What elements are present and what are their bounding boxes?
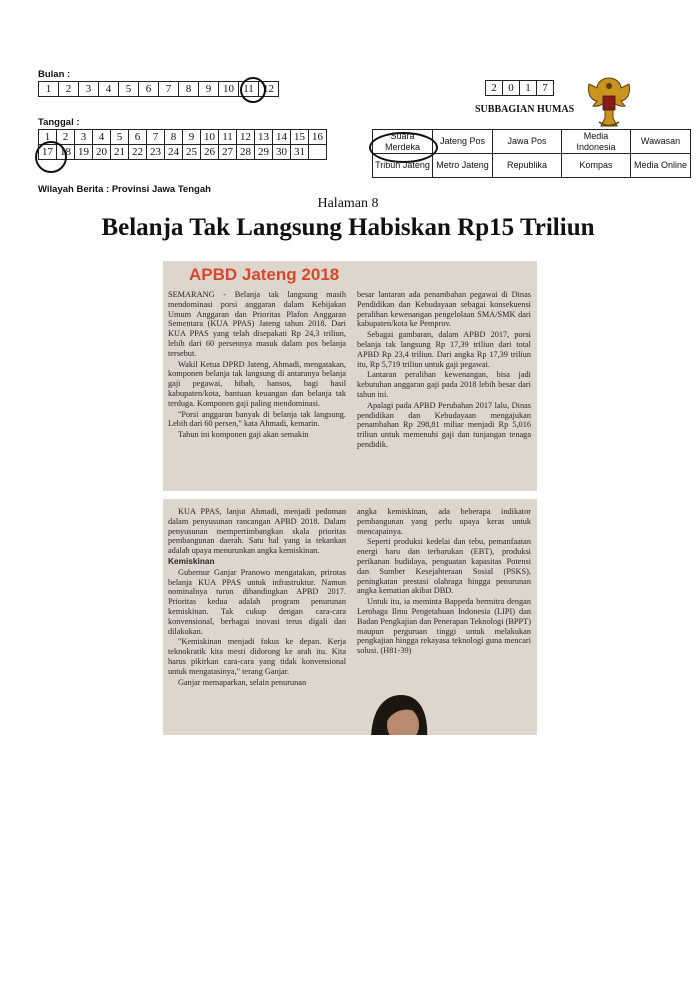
date-cell: 31 bbox=[291, 145, 309, 160]
date-cell: 12 bbox=[237, 130, 255, 145]
date-cell: 6 bbox=[129, 130, 147, 145]
year-digit-cell: 7 bbox=[537, 81, 554, 96]
year-digit-cell: 1 bbox=[520, 81, 537, 96]
article-title: Belanja Tak Langsung Habiskan Rp15 Triliun bbox=[101, 214, 595, 241]
person-photo bbox=[361, 691, 431, 735]
garuda-emblem-icon bbox=[583, 74, 635, 130]
date-cell: 8 bbox=[165, 130, 183, 145]
newspaper-cell: Metro Jateng bbox=[433, 154, 493, 178]
date-cell: 30 bbox=[273, 145, 291, 160]
month-cell: 8 bbox=[179, 82, 199, 97]
date-cell: 24 bbox=[165, 145, 183, 160]
month-cell: 1 bbox=[39, 82, 59, 97]
date-cell: 9 bbox=[183, 130, 201, 145]
newspaper-cell: Kompas bbox=[562, 154, 631, 178]
month-cell: 3 bbox=[79, 82, 99, 97]
date-cell: 15 bbox=[291, 130, 309, 145]
date-cell: 19 bbox=[75, 145, 93, 160]
paragraph: SEMARANG - Belanja tak langsung masih mendominasi porsi anggaran dalam Kebijakan Umum Anggaran dan Prioritas Plafon Anggaran Sementara (KUA PPAS) Jateng tahun 2018. Dari KUA PPAS yang telah disepakati Rp 24,3 triliun, lebih dari 60 persennya masuk dalam pos belanja tersebut. bbox=[168, 290, 346, 358]
month-cell: 2 bbox=[59, 82, 79, 97]
date-cell: 25 bbox=[183, 145, 201, 160]
year-box bbox=[485, 80, 554, 96]
month-cell: 9 bbox=[199, 82, 219, 97]
date-cell: 20 bbox=[93, 145, 111, 160]
paragraph: "Kemiskinan menjadi fokus ke depan. Kerja teknokratik kita mesti didorong ke arah itu. Kita harus pikirkan cara-cara yang tidak konvensional untuk mengatasinya," terang Ganjar. bbox=[168, 637, 346, 676]
newspaper-cell: Jawa Pos bbox=[493, 130, 562, 154]
date-cell: 13 bbox=[255, 130, 273, 145]
paragraph: Sebagai gambaran, dalam APBD 2017, porsi belanja tak langsung Rp 17,39 triliun dari total APBD Rp 23,4 triliun. Dari angka Rp 17,39 triliun itu, Rp 5,719 triliun untuk gaji pegawai. bbox=[357, 330, 531, 369]
month-cell: 7 bbox=[159, 82, 179, 97]
column-top-right bbox=[357, 290, 531, 451]
month-cell: 4 bbox=[99, 82, 119, 97]
newspaper-cell: Republika bbox=[493, 154, 562, 178]
date-grid bbox=[38, 129, 327, 160]
column-top-left bbox=[168, 290, 346, 441]
newspaper-cell: Media Online bbox=[631, 154, 691, 178]
selected-newspaper-circle bbox=[369, 132, 438, 163]
date-cell: 26 bbox=[201, 145, 219, 160]
clipping-bottom bbox=[163, 499, 537, 735]
column-bottom-left bbox=[168, 507, 346, 688]
bulan-label: Bulan : bbox=[38, 69, 71, 80]
date-cell: 5 bbox=[111, 130, 129, 145]
newspaper-cell: Suara Merdeka bbox=[373, 130, 433, 154]
department-label: SUBBAGIAN HUMAS bbox=[475, 104, 575, 115]
selected-month-circle bbox=[240, 77, 266, 103]
date-cell: 10 bbox=[201, 130, 219, 145]
date-cell: 14 bbox=[273, 130, 291, 145]
region-label: Wilayah Berita : Provinsi Jawa Tengah bbox=[38, 184, 211, 195]
date-cell: 16 bbox=[309, 130, 327, 145]
paragraph: besar lantaran ada penambahan pegawai di Dinas Pendidikan dan Kebudayaan sebagai konsekuensi peralihan kewenangan pengelolaan SMA/SMK dari kabupaten/kota ke Pemprov. bbox=[357, 290, 531, 329]
date-cell: 2 bbox=[57, 130, 75, 145]
date-cell: 27 bbox=[219, 145, 237, 160]
paragraph: Wakil Ketua DPRD Jateng, Ahmadi, mengatakan, komponen belanja tak langsung di antaranya belanja gaji pegawai, hibah, bansos, bagi hasil kabupaten/kota, bantuan keuangan dan belanja tak terduga. Komponen gaji paling mendominasi. bbox=[168, 359, 346, 408]
paragraph: Gubernur Ganjar Pranowo mengatakan, prirotas belanja KUA PPAS untuk infrastruktur. Namun nominalnya turun dibandingkan APBD 2017. Prioritas kedua adalah program penurunan kemiskinan. Tak cukup dengan cara-cara konvensional, berbagai inovasi terus digali dan dilakukan. bbox=[168, 567, 346, 636]
year-digit-cell: 2 bbox=[486, 81, 503, 96]
date-cell: 28 bbox=[237, 145, 255, 160]
date-cell: 18 bbox=[57, 145, 75, 160]
newspaper-cell: Jateng Pos bbox=[433, 130, 493, 154]
month-cell: 5 bbox=[119, 82, 139, 97]
subheading: Kemiskinan bbox=[168, 555, 215, 566]
date-cell: 1 bbox=[39, 130, 57, 145]
date-cell: 4 bbox=[93, 130, 111, 145]
paragraph: Lantaran peralihan kewenangan, bisa jadi kebutuhan anggaran gaji pada 2018 lebih besar dari tahun ini. bbox=[357, 370, 531, 399]
date-cell: 22 bbox=[129, 145, 147, 160]
month-cell: 6 bbox=[139, 82, 159, 97]
date-cell: 17 bbox=[39, 145, 57, 160]
paragraph: Seperti produksi kedelai dan tebu, pemanfaatan energi baru dan terbarukan (EBT), produksi perikanan budidaya, penguatan kapasitas Potensi dan Sumber Kesejahteraan Sosial (PSKS), peningkatan prestasi olahraga hingga penurunan angka kematian akibat DBD. bbox=[357, 537, 531, 596]
date-cell: 3 bbox=[75, 130, 93, 145]
paragraph: Apalagi pada APBD Perubahan 2017 lalu, Dinas pendidikan dan Kebudayaan mengajukan penambahan Rp 298,81 miliar menjadi Rp 5,016 triliun untuk memenuhi gaji dan tunjangan tenaga pendidik. bbox=[357, 400, 531, 449]
date-cell: 23 bbox=[147, 145, 165, 160]
paragraph: Tahun ini komponen gaji akan semakin bbox=[178, 430, 309, 440]
month-cell: 12 bbox=[259, 82, 279, 97]
month-cell: 11 bbox=[239, 82, 259, 97]
paragraph: Ganjar memaparkan, selain penurunan bbox=[178, 677, 307, 687]
paragraph: Untuk itu, ia meminta Bappeda bermitra dengan Lembaga Ilmu Pengetahuan Indonesia (LIPI) dan Badan Pengkajian dan Penerapan Teknologi (BPPT) maupun perguruan tinggi untuk melakukan pengkajian hingga rekayasa teknologi guna mencari solusi. (H81-39) bbox=[357, 597, 531, 656]
paragraph: "Porsi anggaran banyak di belanja tak langsung. Lebih dari 60 persen," kata Ahmadi, kemarin. bbox=[168, 409, 346, 429]
clipping-top bbox=[163, 261, 537, 491]
page-number: Halaman 8 bbox=[317, 196, 379, 211]
newspaper-cell: Media Indonesia bbox=[562, 130, 631, 154]
selected-date-circle bbox=[35, 141, 67, 173]
date-cell: 7 bbox=[147, 130, 165, 145]
date-cell: 29 bbox=[255, 145, 273, 160]
tanggal-label: Tanggal : bbox=[38, 117, 80, 128]
year-digit-cell: 0 bbox=[503, 81, 520, 96]
paragraph: angka kemiskinan, ada beberapa indikator pembangunan yang perlu upaya keras untuk mencapainya. bbox=[357, 507, 531, 536]
date-cell bbox=[309, 145, 327, 160]
newspaper-cell: Tribun Jateng bbox=[373, 154, 433, 178]
date-cell: 11 bbox=[219, 130, 237, 145]
column-bottom-right bbox=[357, 507, 531, 657]
month-cell: 10 bbox=[219, 82, 239, 97]
date-cell: 21 bbox=[111, 145, 129, 160]
paragraph: KUA PPAS, lanjut Ahmadi, menjadi pedoman dalam penyusunan rancangan APBD 2018. Dalam penyusunan mempertimbangkan skala prioritas pembangunan daerah. Satu hal yang ia tekankan adalah upaya menurunkan angka kemiskinan. bbox=[168, 507, 346, 556]
article-kicker: APBD Jateng 2018 bbox=[189, 265, 340, 284]
newspaper-cell: Wawasan bbox=[631, 130, 691, 154]
